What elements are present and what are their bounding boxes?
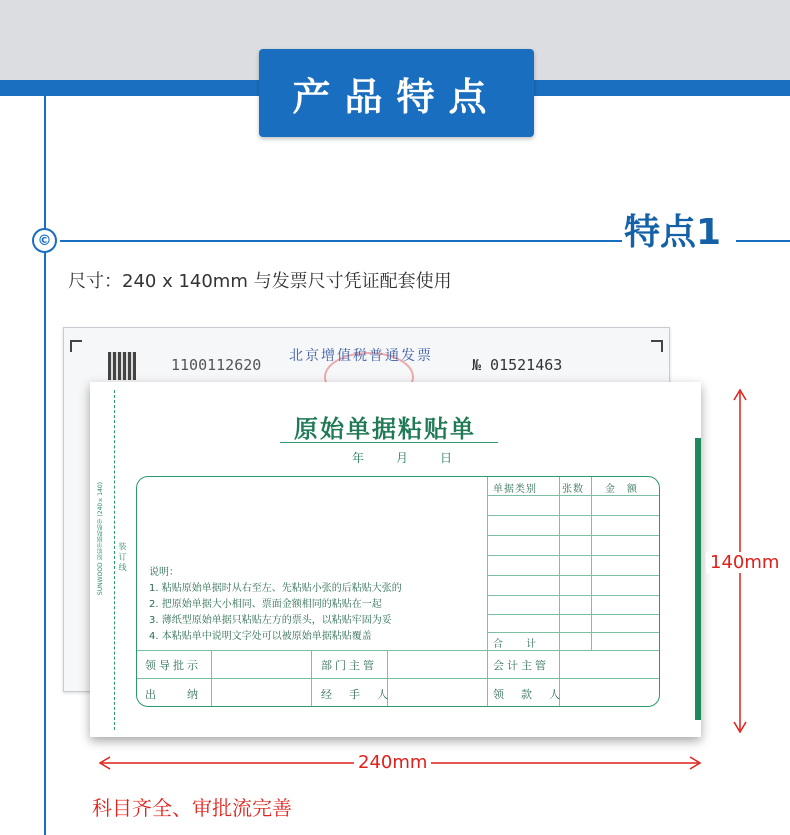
receiver-label: 领 款 人 [493,688,563,701]
cashier-label: 出 纳 [145,688,201,701]
col-type-header: 单据类别 [493,484,537,495]
date-year: 年 [352,451,365,465]
total-label: 合 计 [493,639,537,650]
instruction-line: 2. 把原始单据大小相同、票面金额相同的粘贴在一起 [149,599,382,610]
width-dimension: 240mm [354,752,431,773]
col-count-header: 张数 [562,484,584,495]
date-month: 月 [395,451,408,465]
invoice-title: 北京增值税普通发票 [289,348,433,364]
invoice-number: № 01521463 [472,356,563,374]
voucher-title: 原始单据粘贴单 [294,415,476,443]
date-day: 日 [439,451,452,465]
col-amount-header: 金 额 [605,484,638,495]
dept-label: 部门主管 [321,659,377,672]
binding-label: 装 订 线 [118,542,127,572]
height-dimension: 140mm [706,552,783,573]
voucher-side-text: SUNWOOD 原始单据粘贴单 (240×140) [97,482,104,596]
handler-label: 经 手 人 [321,688,391,701]
banner-title: 产品特点 [259,49,534,137]
size-description: 尺寸：240 x 140mm 与发票尺寸凭证配套使用 [68,271,452,292]
instruction-line: 4. 本粘贴单中说明文字处可以被原始单据粘贴覆盖 [149,631,372,642]
instruction-line: 1. 粘贴原始单据时从右至左、先粘贴小张的后粘贴大张的 [149,583,402,594]
instruction-line: 3. 薄纸型原始单据只粘贴左方的票头，以粘贴牢固为妥 [149,615,392,626]
accounting-label: 会计主管 [493,659,549,672]
footer-caption: 科目齐全、审批流完善 [92,796,292,820]
copyright-icon: © [32,228,57,253]
feature-label: 特点1 [622,204,727,255]
leader-label: 领导批示 [145,659,201,672]
invoice-code: 1100112620 [171,356,262,374]
instruction-line: 说明： [149,567,179,578]
